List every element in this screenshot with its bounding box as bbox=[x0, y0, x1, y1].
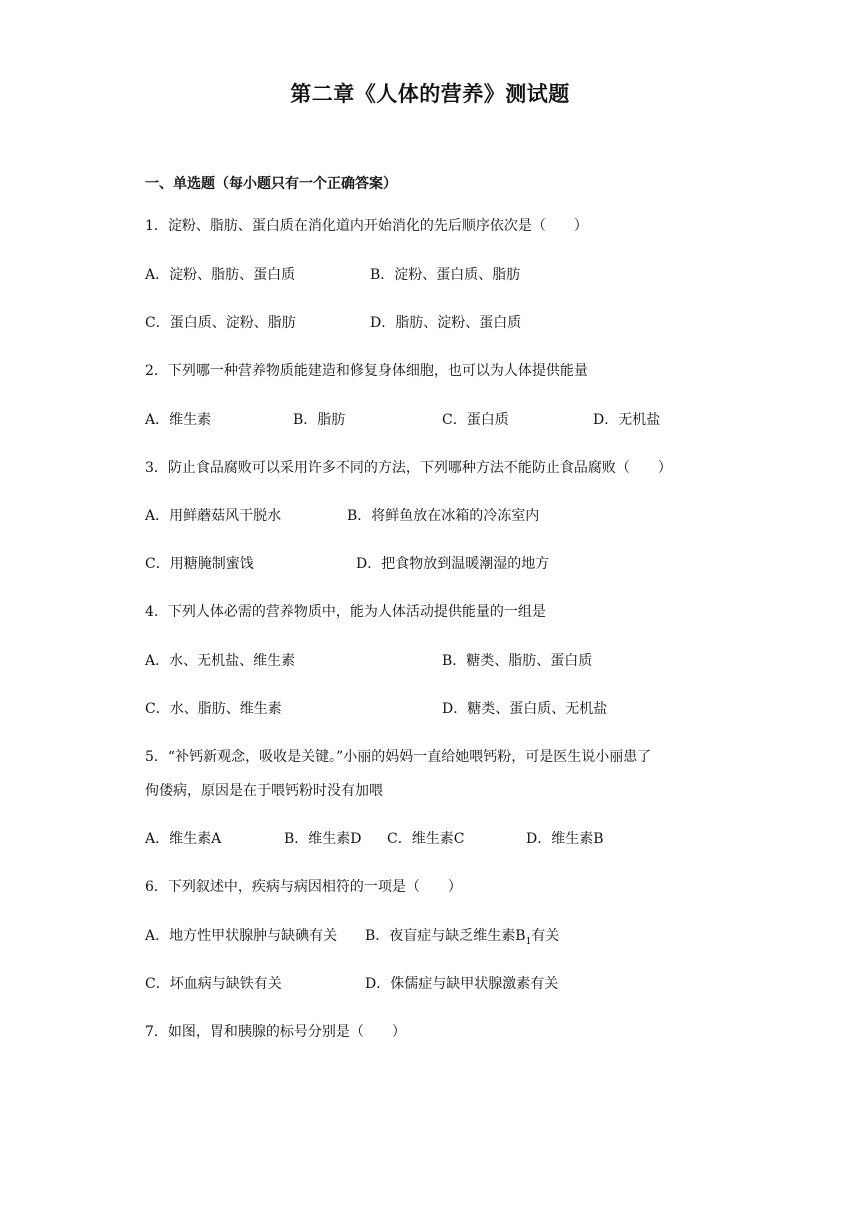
q6-option-b-text: B．夜盲症与缺乏维生素B bbox=[365, 928, 526, 944]
q3-option-a: A．用鲜蘑菇风干脱水 bbox=[145, 508, 282, 524]
q5-option-a: A．维生素A bbox=[145, 831, 222, 847]
q1-option-a: A．淀粉、脂肪、蛋白质 bbox=[145, 267, 296, 283]
q6-option-b-suffix: 有关 bbox=[531, 928, 560, 944]
q4-option-b: B．糖类、脂肪、蛋白质 bbox=[442, 653, 593, 669]
q2-option-c: C．蛋白质 bbox=[442, 412, 509, 428]
question-5-stem-line2: 佝偻病，原因是在于喂钙粉时没有加喂 bbox=[145, 783, 383, 799]
q2-option-a: A．维生素 bbox=[145, 412, 212, 428]
question-3-stem: 3．防止食品腐败可以采用许多不同的方法，下列哪种方法不能防止食品腐败（ ） bbox=[145, 460, 672, 476]
question-5-stem-line1: 5．“补钙新观念，吸收是关键。”小丽的妈妈一直给她喂钙粉，可是医生说小丽患了 bbox=[145, 749, 652, 765]
q4-option-d: D．糖类、蛋白质、无机盐 bbox=[442, 701, 608, 717]
page-title: 第二章《人体的营养》测试题 bbox=[290, 82, 570, 106]
q6-option-a: A．地方性甲状腺肿与缺碘有关 bbox=[145, 928, 338, 944]
question-1-stem: 1．淀粉、脂肪、蛋白质在消化道内开始消化的先后顺序依次是（ ） bbox=[145, 218, 588, 234]
q1-option-c: C．蛋白质、淀粉、脂肪 bbox=[145, 315, 296, 331]
question-6-stem: 6．下列叙述中，疾病与病因相符的一项是（ ） bbox=[145, 879, 462, 895]
question-4-stem: 4．下列人体必需的营养物质中，能为人体活动提供能量的一组是 bbox=[145, 604, 546, 620]
q6-option-d: D．侏儒症与缺甲状腺激素有关 bbox=[365, 976, 559, 992]
q4-option-a: A．水、无机盐、维生素 bbox=[145, 653, 296, 669]
q4-option-c: C．水、脂肪、维生素 bbox=[145, 701, 282, 717]
q1-option-b: B．淀粉、蛋白质、脂肪 bbox=[370, 267, 521, 283]
question-7-stem: 7．如图，胃和胰腺的标号分别是（ ） bbox=[145, 1024, 406, 1040]
q2-option-d: D．无机盐 bbox=[593, 412, 661, 428]
q5-option-b: B．维生素D bbox=[284, 831, 362, 847]
q5-option-c: C．维生素C bbox=[387, 831, 465, 847]
q3-option-c: C．用糖腌制蜜饯 bbox=[145, 556, 254, 572]
q3-option-b: B．将鲜鱼放在冰箱的冷冻室内 bbox=[347, 508, 540, 524]
q6-option-b-subscript: 1 bbox=[525, 936, 532, 947]
question-2-stem: 2．下列哪一种营养物质能建造和修复身体细胞，也可以为人体提供能量 bbox=[145, 363, 588, 379]
q3-option-d: D．把食物放到温暖潮湿的地方 bbox=[356, 556, 550, 572]
section-heading: 一、单选题（每小题只有一个正确答案） bbox=[145, 176, 397, 192]
q6-option-c: C．坏血病与缺铁有关 bbox=[145, 976, 282, 992]
q2-option-b: B．脂肪 bbox=[293, 412, 346, 428]
q1-option-d: D．脂肪、淀粉、蛋白质 bbox=[370, 315, 522, 331]
q6-option-b bbox=[365, 926, 559, 952]
q5-option-d: D．维生素B bbox=[526, 831, 604, 847]
